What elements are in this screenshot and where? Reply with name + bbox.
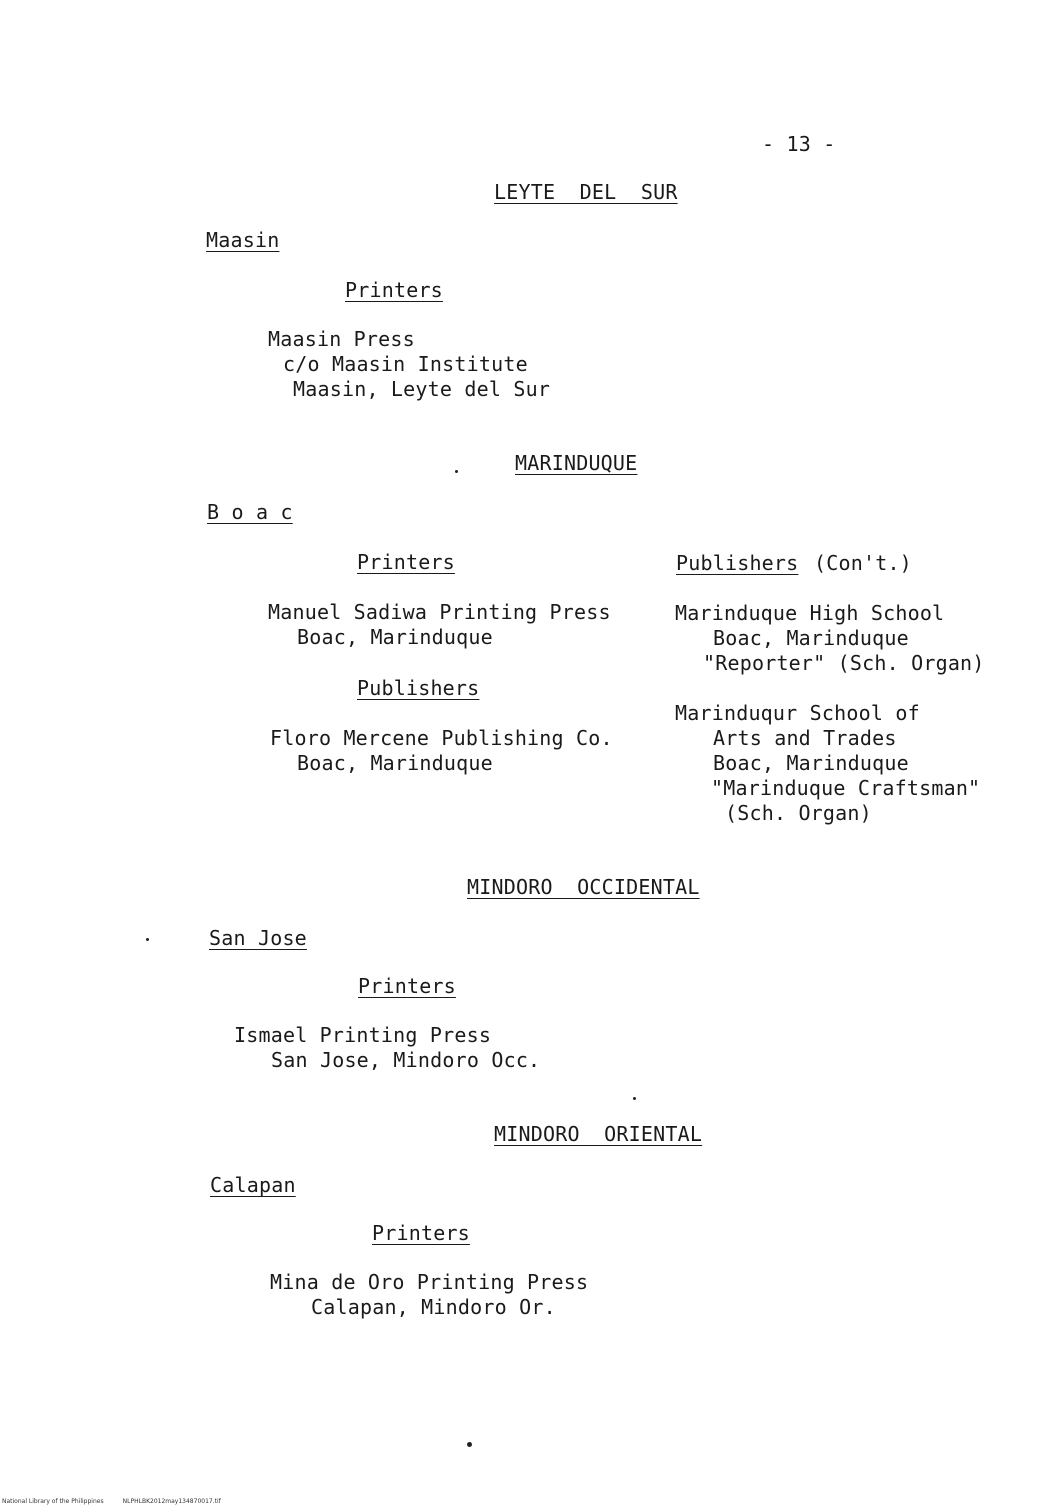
town-boac: B o a c (207, 500, 293, 524)
town-san-jose: San Jose (209, 926, 307, 950)
ismael-press-address: San Jose, Mindoro Occ. (271, 1048, 541, 1072)
scan-speck (146, 938, 149, 941)
town-maasin: Maasin (206, 228, 280, 252)
arts-school-name-cont: Arts and Trades (713, 726, 897, 750)
section-heading-leyte: LEYTE DEL SUR (494, 180, 678, 204)
mercene-publishing-address: Boac, Marinduque (297, 751, 493, 775)
maasin-press-name: Maasin Press (268, 327, 415, 351)
mina-de-oro-press-name: Mina de Oro Printing Press (270, 1270, 589, 1294)
high-school-address: Boac, Marinduque (713, 626, 909, 650)
arts-school-organ-label: (Sch. Organ) (725, 801, 872, 825)
section-heading-mindoro-occidental: MINDORO OCCIDENTAL (467, 875, 700, 899)
publishers-heading-boac: Publishers (357, 676, 480, 700)
section-heading-mindoro-oriental: MINDORO ORIENTAL (494, 1122, 703, 1146)
footer-source (2, 1498, 221, 1506)
printers-heading-maasin: Printers (345, 278, 443, 302)
ismael-press-name: Ismael Printing Press (234, 1023, 492, 1047)
footer-file-id: NLPHLBK2012may134870017.tif (122, 1498, 221, 1505)
scan-speck (455, 470, 458, 473)
sadiwa-press-name: Manuel Sadiwa Printing Press (268, 600, 611, 624)
footer-library: National Library of the Philippines (2, 1498, 104, 1505)
mercene-publishing-name: Floro Mercene Publishing Co. (270, 726, 613, 750)
scan-speck (467, 1442, 472, 1447)
printers-heading-san-jose: Printers (358, 974, 456, 998)
high-school-organ: "Reporter" (Sch. Organ) (703, 651, 985, 675)
page-number: - 13 - (762, 132, 836, 156)
arts-school-organ: "Marinduque Craftsman" (711, 776, 981, 800)
high-school-name: Marinduque High School (675, 601, 945, 625)
section-heading-marinduque: MARINDUQUE (515, 451, 638, 475)
mina-de-oro-press-address: Calapan, Mindoro Or. (311, 1295, 556, 1319)
printers-heading-calapan: Printers (372, 1221, 470, 1245)
arts-school-name: Marinduqur School of (675, 701, 920, 725)
arts-school-address: Boac, Marinduque (713, 751, 909, 775)
scan-speck (633, 1097, 636, 1100)
publishers-cont-heading: Publishers (676, 551, 799, 575)
town-calapan: Calapan (210, 1173, 296, 1197)
maasin-press-address: Maasin, Leyte del Sur (293, 377, 551, 401)
maasin-press-care-of: c/o Maasin Institute (283, 352, 528, 376)
publishers-cont-suffix: (Con't.) (814, 551, 912, 575)
sadiwa-press-address: Boac, Marinduque (297, 625, 493, 649)
printers-heading-boac: Printers (357, 550, 455, 574)
